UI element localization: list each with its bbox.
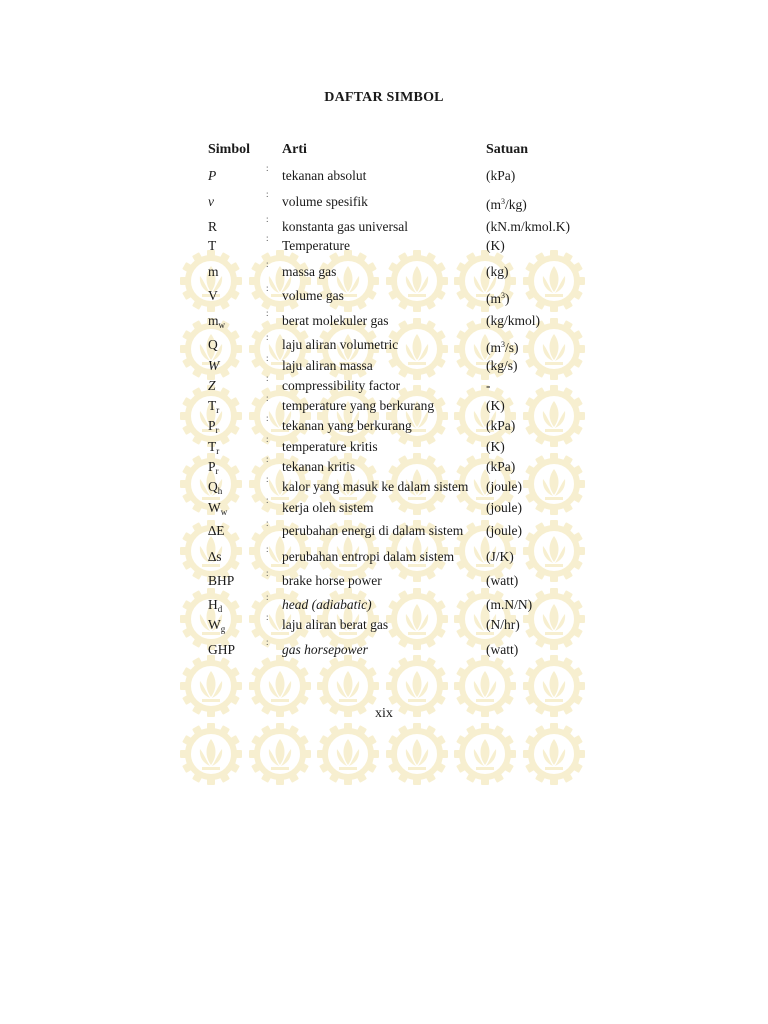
separator: : [266, 233, 269, 243]
symbol-subscript: g [220, 624, 226, 634]
symbol-subscript: w [218, 320, 226, 330]
symbol-cell [208, 356, 219, 376]
page-title: DAFTAR SIMBOL [324, 90, 444, 105]
watermark-emblem-icon [247, 721, 316, 789]
unit-cell [486, 396, 505, 416]
symbol-subscript: d [217, 604, 223, 614]
unit-cell [486, 262, 509, 282]
unit-cell [486, 236, 505, 256]
separator: : [266, 373, 269, 383]
symbol-subscript: r [216, 446, 220, 456]
watermark-emblem-icon [521, 451, 590, 519]
unit-tail: ) [505, 291, 510, 306]
meaning-cell: compressibility factor [282, 378, 401, 393]
separator: : [266, 163, 269, 173]
unit-cell [486, 192, 527, 215]
symbol-text: Z [208, 378, 216, 393]
meaning-cell: brake horse power [282, 573, 382, 588]
unit-text: (joule) [486, 500, 522, 515]
unit-text: - [486, 378, 491, 393]
unit-superscript: 3 [501, 197, 505, 206]
symbol-text: Q [208, 337, 218, 352]
unit-text: (kg/s) [486, 358, 518, 373]
unit-text: (kPa) [486, 418, 516, 433]
unit-text: (kg) [486, 264, 509, 279]
symbol-cell [208, 498, 227, 522]
separator: : [266, 592, 269, 602]
meaning-cell: laju aliran berat gas [282, 617, 389, 632]
page-number: xix [375, 706, 393, 721]
separator: : [266, 332, 269, 342]
meaning-cell: tekanan kritis [282, 459, 356, 474]
separator: : [266, 568, 269, 578]
symbol-text: BHP [208, 573, 235, 588]
unit-text: (m [486, 340, 501, 355]
separator: : [266, 474, 269, 484]
symbol-text: H [208, 597, 218, 612]
separator: : [266, 454, 269, 464]
meaning-cell: temperature yang berkurang [282, 398, 435, 413]
separator: : [266, 637, 269, 647]
symbol-cell [208, 615, 225, 639]
separator: : [266, 214, 269, 224]
symbol-text: ∆E [208, 523, 225, 538]
header-unit: Satuan [486, 142, 529, 157]
unit-tail: /kg) [505, 197, 527, 212]
symbol-cell [208, 286, 218, 306]
symbol-cell [208, 262, 219, 282]
meaning-cell: laju aliran massa [282, 358, 373, 373]
meaning-cell: gas horsepower [282, 642, 368, 657]
unit-text: (m.N/N) [486, 597, 533, 612]
unit-cell [486, 615, 520, 635]
symbol-subscript: r [215, 466, 219, 476]
watermark-emblem-icon [521, 383, 590, 451]
unit-cell [486, 335, 519, 358]
meaning-cell: volume gas [282, 288, 344, 303]
unit-text: (J/K) [486, 549, 514, 564]
meaning-cell: perubahan energi di dalam sistem [282, 523, 464, 538]
unit-cell [486, 457, 515, 477]
symbol-text: T [208, 398, 217, 413]
symbol-text: R [208, 219, 218, 234]
meaning-cell: Temperature [282, 238, 351, 253]
watermark-emblem-icon [521, 248, 590, 316]
meaning-cell: berat molekuler gas [282, 313, 389, 328]
unit-text: (watt) [486, 573, 519, 588]
unit-tail: /s) [505, 340, 519, 355]
separator: : [266, 189, 269, 199]
unit-text: (K) [486, 238, 505, 253]
unit-cell [486, 498, 522, 518]
unit-text: (kg/kmol) [486, 313, 540, 328]
meaning-cell: tekanan yang berkurang [282, 418, 412, 433]
unit-cell [486, 286, 510, 309]
watermark-emblem-icon [384, 721, 453, 789]
symbol-text: W [208, 358, 220, 373]
symbol-cell [208, 311, 225, 335]
separator: : [266, 353, 269, 363]
unit-cell [486, 547, 514, 567]
symbol-cell [208, 236, 216, 256]
watermark-emblem-icon [178, 721, 247, 789]
separator: : [266, 518, 269, 528]
symbol-cell [208, 166, 216, 186]
symbol-text: P [208, 168, 217, 183]
watermark-emblem-icon [521, 721, 590, 789]
unit-cell [486, 416, 515, 436]
unit-cell [486, 477, 522, 497]
symbol-text: m [208, 313, 219, 328]
unit-text: (K) [486, 398, 505, 413]
unit-cell [486, 437, 505, 457]
meaning-cell: kerja oleh sistem [282, 500, 374, 515]
symbol-text: W [208, 617, 221, 632]
symbol-text: T [208, 439, 217, 454]
symbol-text: m [208, 264, 219, 279]
unit-text: (joule) [486, 523, 522, 538]
unit-cell [486, 217, 570, 237]
symbol-subscript: w [220, 507, 228, 517]
separator: : [266, 434, 269, 444]
meaning-cell: temperature kritis [282, 439, 378, 454]
meaning-cell: massa gas [282, 264, 337, 279]
symbol-cell [208, 521, 225, 541]
symbol-cell [208, 571, 234, 591]
unit-text: (m [486, 197, 501, 212]
symbol-text: P [208, 459, 216, 474]
meaning-cell: perubahan entropi dalam sistem [282, 549, 455, 564]
meaning-cell: konstanta gas universal [282, 219, 408, 234]
symbol-cell [208, 547, 222, 567]
separator: : [266, 259, 269, 269]
watermark-emblem-icon [315, 721, 384, 789]
symbol-text: W [208, 500, 221, 515]
symbol-text: V [208, 288, 218, 303]
meaning-cell: head (adiabatic) [282, 597, 372, 612]
symbol-cell [208, 335, 218, 355]
unit-cell [486, 595, 532, 615]
separator: : [266, 283, 269, 293]
symbol-text: P [208, 418, 216, 433]
header-meaning: Arti [282, 142, 307, 157]
symbol-text: ∆s [208, 549, 222, 564]
symbol-cell [208, 217, 217, 237]
watermark-emblem-icon [521, 518, 590, 586]
symbol-cell [208, 192, 214, 212]
symbol-text: GHP [208, 642, 236, 657]
separator: : [266, 544, 269, 554]
symbol-cell [208, 640, 235, 660]
separator: : [266, 612, 269, 622]
unit-text: (watt) [486, 642, 519, 657]
watermark-emblem-icon [452, 721, 521, 789]
unit-text: (kN.m/kmol.K) [486, 219, 570, 234]
watermark-emblem-icon [384, 586, 453, 654]
symbol-text: Q [208, 479, 218, 494]
unit-cell [486, 356, 518, 376]
unit-superscript: 3 [501, 291, 505, 300]
meaning-cell: kalor yang masuk ke dalam sistem [282, 479, 469, 494]
unit-text: (joule) [486, 479, 522, 494]
meaning-cell: tekanan absolut [282, 168, 367, 183]
separator: : [266, 308, 269, 318]
symbol-subscript: h [217, 486, 223, 496]
unit-cell [486, 166, 515, 186]
header-symbol: Simbol [208, 142, 251, 157]
symbol-cell [208, 376, 216, 396]
unit-text: (m [486, 291, 501, 306]
separator: : [266, 495, 269, 505]
separator: : [266, 413, 269, 423]
unit-text: (K) [486, 439, 505, 454]
unit-cell [486, 311, 540, 331]
unit-text: (kPa) [486, 459, 516, 474]
watermark-emblem-icon [384, 248, 453, 316]
separator: : [266, 393, 269, 403]
unit-cell [486, 640, 518, 660]
symbol-subscript: r [216, 405, 220, 415]
symbol-text: v [208, 194, 214, 209]
unit-text: (kPa) [486, 168, 516, 183]
unit-cell [486, 571, 518, 591]
unit-cell [486, 521, 522, 541]
meaning-cell: volume spesifik [282, 194, 368, 209]
meaning-cell: laju aliran volumetric [282, 337, 399, 352]
symbol-subscript: r [215, 425, 219, 435]
symbol-text: T [208, 238, 217, 253]
unit-cell [486, 376, 491, 396]
unit-superscript: 3 [501, 340, 505, 349]
unit-text: (N/hr) [486, 617, 520, 632]
